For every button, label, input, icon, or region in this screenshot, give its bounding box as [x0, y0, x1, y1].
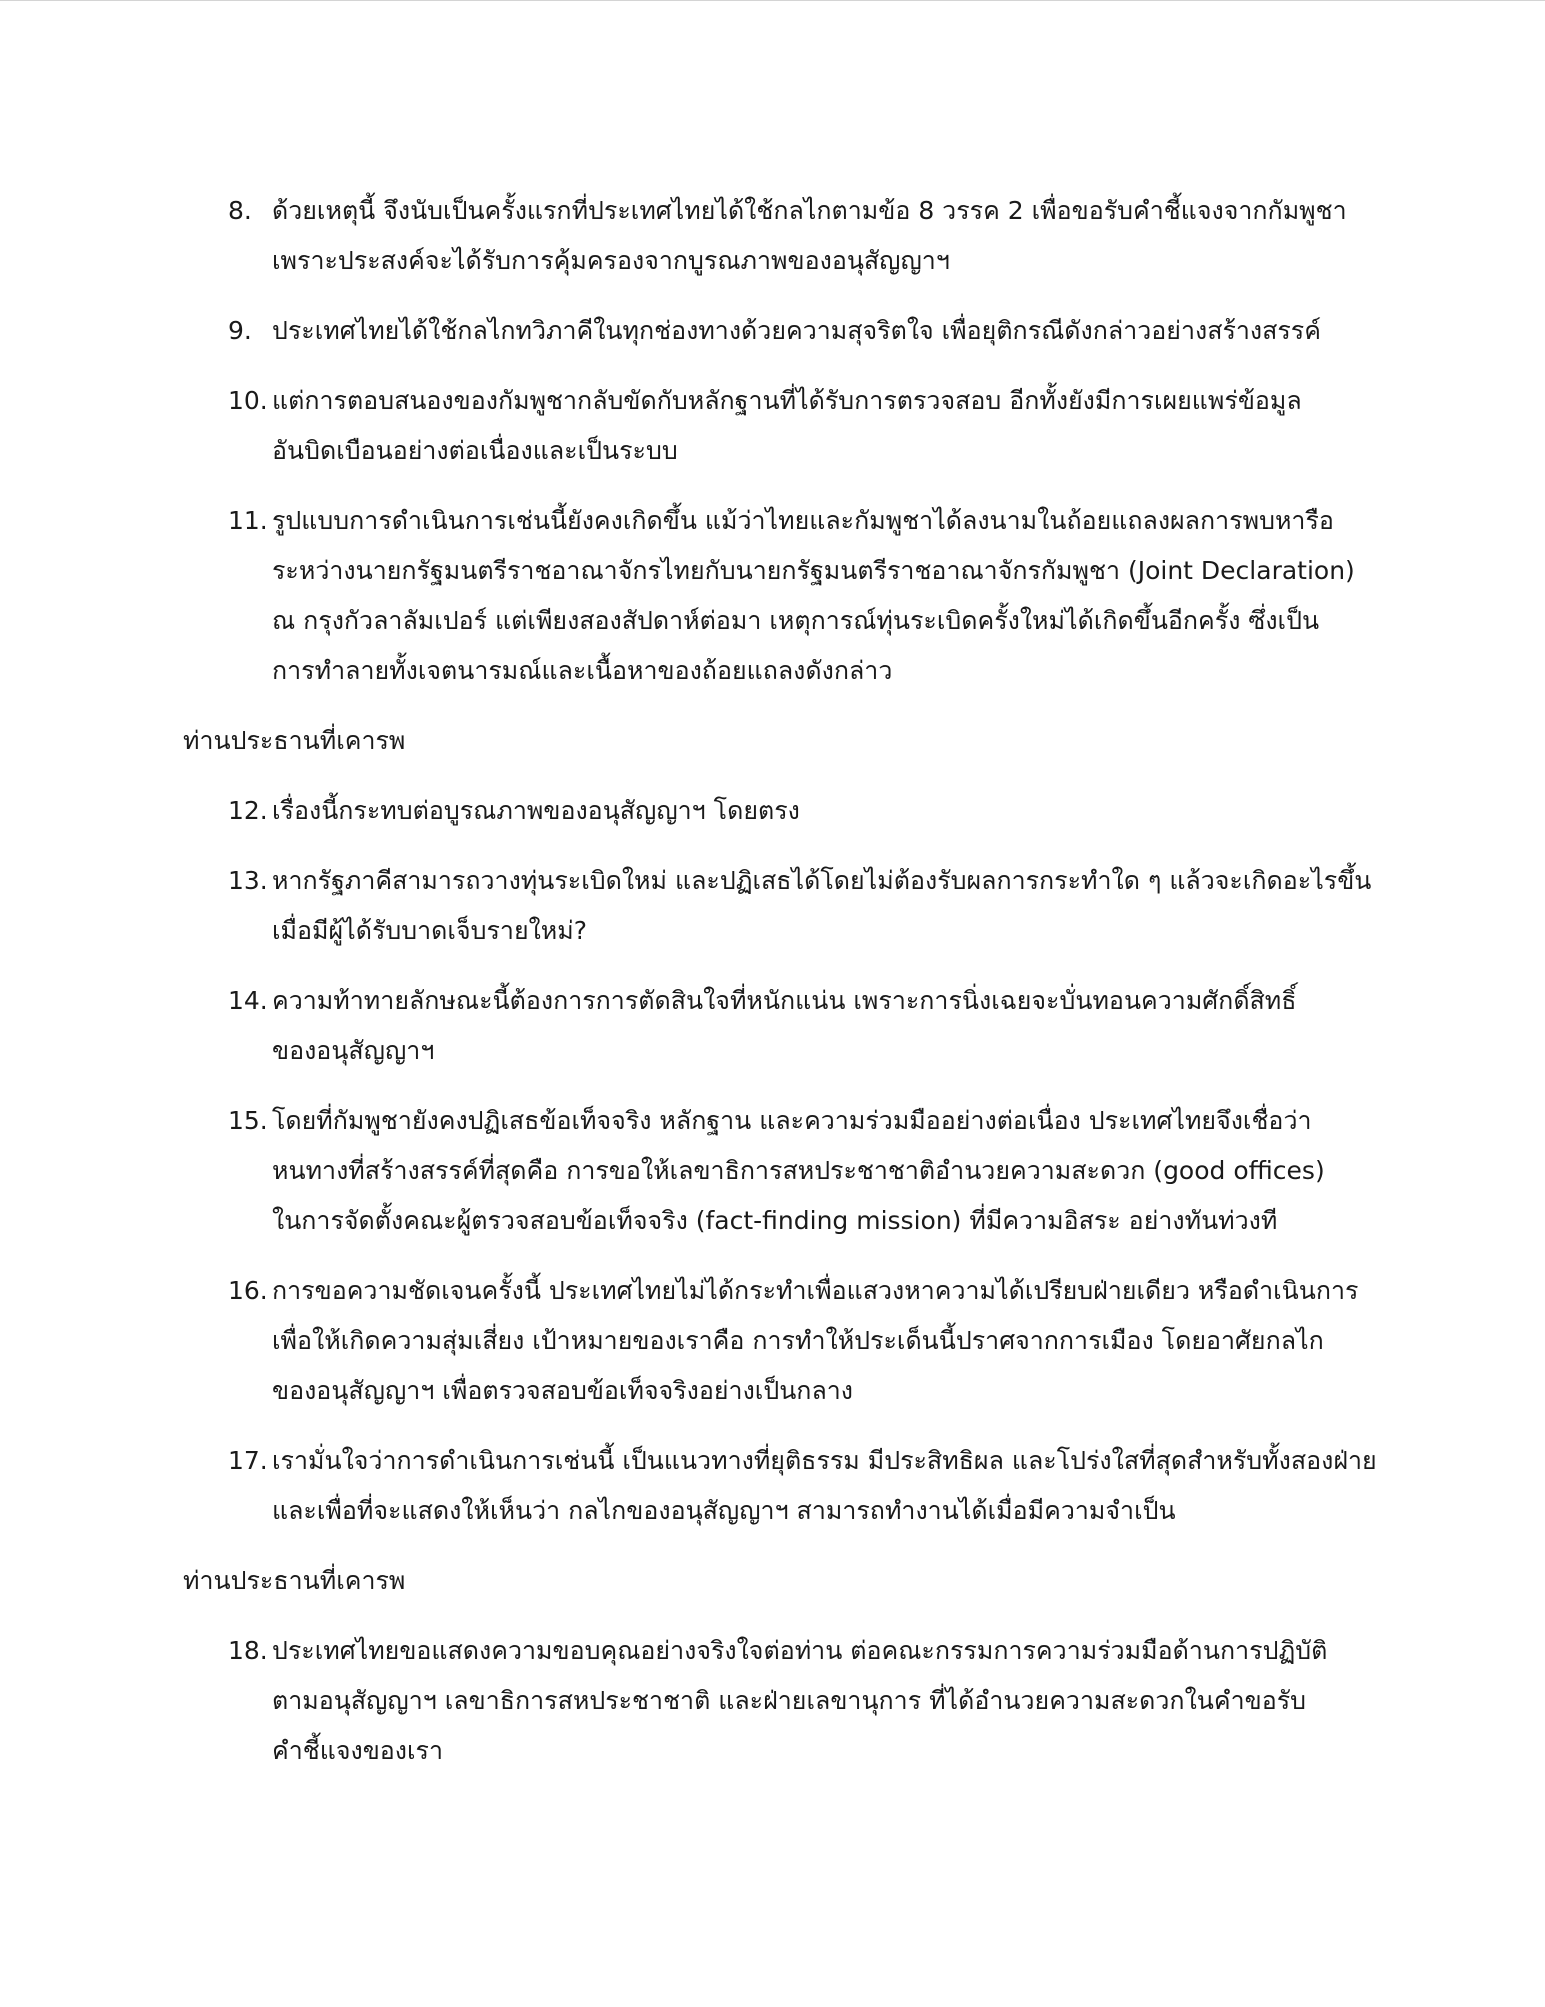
- numbered-paragraph-12: [0, 786, 1545, 836]
- paragraph-line: ตามอนุสัญญาฯ เลขาธิการสหประชาชาติ และฝ่ายเลขานุการ ที่ได้อำนวยความสะดวกในคำขอรับ: [272, 1686, 1307, 1715]
- salutation-heading: ท่านประธานที่เคารพ: [183, 726, 406, 755]
- paragraph-line: แต่การตอบสนองของกัมพูชากลับขัดกับหลักฐานที่ได้รับการตรวจสอบ อีกทั้งยังมีการเผยแพร่ข้อมูล: [272, 386, 1302, 415]
- numbered-paragraph-9: [0, 306, 1545, 356]
- paragraph-line: ระหว่างนายกรัฐมนตรีราชอาณาจักรไทยกับนายกรัฐมนตรีราชอาณาจักรกัมพูชา (Joint Declaration): [272, 556, 1355, 585]
- paragraph-line: เพื่อให้เกิดความสุ่มเสี่ยง เป้าหมายของเราคือ การทำให้ประเด็นนี้ปราศจากการเมือง โดยอาศัยกลไก: [272, 1326, 1324, 1355]
- paragraph-line: และเพื่อที่จะแสดงให้เห็นว่า กลไกของอนุสัญญาฯ สามารถทำงานได้เมื่อมีความจำเป็น: [272, 1496, 1176, 1525]
- paragraph-number: 13.: [228, 866, 268, 895]
- numbered-paragraph-16: [0, 1266, 1545, 1416]
- paragraph-line: ของอนุสัญญาฯ: [272, 1036, 435, 1065]
- paragraph-line: ของอนุสัญญาฯ เพื่อตรวจสอบข้อเท็จจริงอย่างเป็นกลาง: [272, 1376, 854, 1405]
- numbered-paragraph-11: [0, 496, 1545, 696]
- paragraph-number: 11.: [228, 506, 268, 535]
- paragraph-number: 10.: [228, 386, 268, 415]
- paragraph-number: 16.: [228, 1276, 268, 1305]
- paragraph-line: ในการจัดตั้งคณะผู้ตรวจสอบข้อเท็จจริง (fact-finding mission) ที่มีความอิสระ อย่างทันท่วงที: [272, 1206, 1278, 1235]
- salutation-heading: ท่านประธานที่เคารพ: [183, 1566, 406, 1595]
- top-divider: [0, 0, 1545, 1]
- paragraph-number: 17.: [228, 1446, 268, 1475]
- paragraph-line: อันบิดเบือนอย่างต่อเนื่องและเป็นระบบ: [272, 436, 678, 465]
- document-page: [0, 186, 1545, 1796]
- paragraph-number: 9.: [228, 316, 252, 345]
- paragraph-line: เมื่อมีผู้ได้รับบาดเจ็บรายใหม่?: [272, 916, 588, 945]
- paragraph-line: ความท้าทายลักษณะนี้ต้องการการตัดสินใจที่หนักแน่น เพราะการนิ่งเฉยจะบั่นทอนความศักดิ์สิทธิ์: [272, 986, 1297, 1015]
- paragraph-number: 8.: [228, 196, 252, 225]
- numbered-paragraph-8: [0, 186, 1545, 286]
- paragraph-number: 14.: [228, 986, 268, 1015]
- paragraph-line: รูปแบบการดำเนินการเช่นนี้ยังคงเกิดขึ้น แม้ว่าไทยและกัมพูชาได้ลงนามในถ้อยแถลงผลการพบหารือ: [272, 506, 1334, 535]
- paragraph-line: การทำลายทั้งเจตนารมณ์และเนื้อหาของถ้อยแถลงดังกล่าว: [272, 656, 893, 685]
- paragraph-line: ณ กรุงกัวลาลัมเปอร์ แต่เพียงสองสัปดาห์ต่อมา เหตุการณ์ทุ่นระเบิดครั้งใหม่ได้เกิดขึ้นอีกครั้ง ซึ่งเป็น: [272, 606, 1320, 635]
- paragraph-line: เรามั่นใจว่าการดำเนินการเช่นนี้ เป็นแนวทางที่ยุติธรรม มีประสิทธิผล และโปร่งใสที่สุดสำหรับทั้งสองฝ่าย: [272, 1446, 1377, 1475]
- numbered-paragraph-18: [0, 1626, 1545, 1776]
- paragraph-line: โดยที่กัมพูชายังคงปฏิเสธข้อเท็จจริง หลักฐาน และความร่วมมืออย่างต่อเนื่อง ประเทศไทยจึงเชื่อว่า: [272, 1106, 1312, 1135]
- paragraph-number: 18.: [228, 1636, 268, 1665]
- numbered-paragraph-14: [0, 976, 1545, 1076]
- paragraph-line: เรื่องนี้กระทบต่อบูรณภาพของอนุสัญญาฯ โดยตรง: [272, 796, 800, 825]
- paragraph-line: คำชี้แจงของเรา: [272, 1736, 444, 1765]
- paragraph-line: ประเทศไทยขอแสดงความขอบคุณอย่างจริงใจต่อท่าน ต่อคณะกรรมการความร่วมมือด้านการปฏิบัติ: [272, 1636, 1328, 1665]
- paragraph-line: ด้วยเหตุนี้ จึงนับเป็นครั้งแรกที่ประเทศไทยได้ใช้กลไกตามข้อ 8 วรรค 2 เพื่อขอรับคำชี้แจงจากกัมพูชา: [272, 196, 1347, 225]
- paragraph-line: หากรัฐภาคีสามารถวางทุ่นระเบิดใหม่ และปฏิเสธได้โดยไม่ต้องรับผลการกระทำใด ๆ แล้วจะเกิดอะไรขึ้น: [272, 866, 1372, 895]
- paragraph-line: การขอความชัดเจนครั้งนี้ ประเทศไทยไม่ได้กระทำเพื่อแสวงหาความได้เปรียบฝ่ายเดียว หรือดำเนินการ: [272, 1276, 1359, 1305]
- numbered-paragraph-15: [0, 1096, 1545, 1246]
- numbered-paragraph-13: [0, 856, 1545, 956]
- paragraph-line: หนทางที่สร้างสรรค์ที่สุดคือ การขอให้เลขาธิการสหประชาชาติอำนวยความสะดวก (good offices): [272, 1156, 1325, 1185]
- paragraph-line: ประเทศไทยได้ใช้กลไกทวิภาคีในทุกช่องทางด้วยความสุจริตใจ เพื่อยุติกรณีดังกล่าวอย่างสร้างสรรค์: [272, 316, 1321, 345]
- paragraph-number: 15.: [228, 1106, 268, 1135]
- numbered-paragraph-17: [0, 1436, 1545, 1536]
- numbered-paragraph-10: [0, 376, 1545, 476]
- paragraph-number: 12.: [228, 796, 268, 825]
- paragraph-line: เพราะประสงค์จะได้รับการคุ้มครองจากบูรณภาพของอนุสัญญาฯ: [272, 246, 950, 275]
